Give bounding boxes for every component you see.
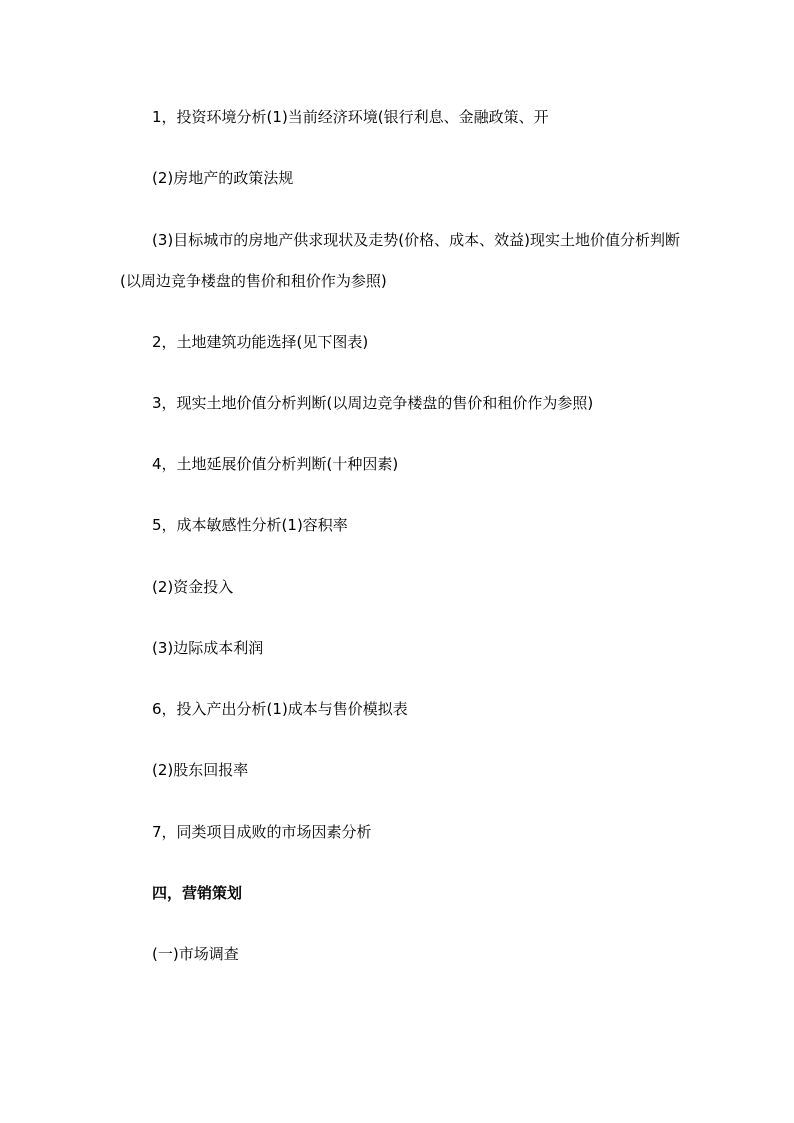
paragraph-supply-demand: (3)目标城市的房地产供求现状及走势(价格、成本、效益)现实土地价值分析判断(以周边竞争楼盘的售价和租价作为参照)	[120, 231, 680, 290]
paragraph-capital-input: (2)资金投入	[152, 578, 234, 596]
paragraph-building-function: 2，土地建筑功能选择(见下图表)	[152, 333, 369, 351]
subheading-market-research: (一)市场调查	[152, 945, 239, 963]
paragraph-policy-regulations: (2)房地产的政策法规	[152, 169, 294, 187]
paragraph-land-value: 3，现实土地价值分析判断(以周边竞争楼盘的售价和租价作为参照)	[152, 394, 594, 412]
paragraph-shareholder-return: (2)股东回报率	[152, 761, 249, 779]
paragraph-market-factors: 7，同类项目成败的市场因素分析	[152, 823, 372, 841]
paragraph-marginal-cost: (3)边际成本利润	[152, 639, 264, 657]
paragraph-input-output: 6，投入产出分析(1)成本与售价模拟表	[152, 700, 408, 718]
paragraph-land-extension-value: 4，土地延展价值分析判断(十种因素)	[152, 455, 399, 473]
paragraph-cost-sensitivity: 5，成本敏感性分析(1)容积率	[152, 516, 348, 534]
paragraph-investment-environment: 1，投资环境分析(1)当前经济环境(银行利息、金融政策、开	[152, 108, 549, 126]
section-heading-marketing: 四，营销策划	[152, 884, 243, 902]
